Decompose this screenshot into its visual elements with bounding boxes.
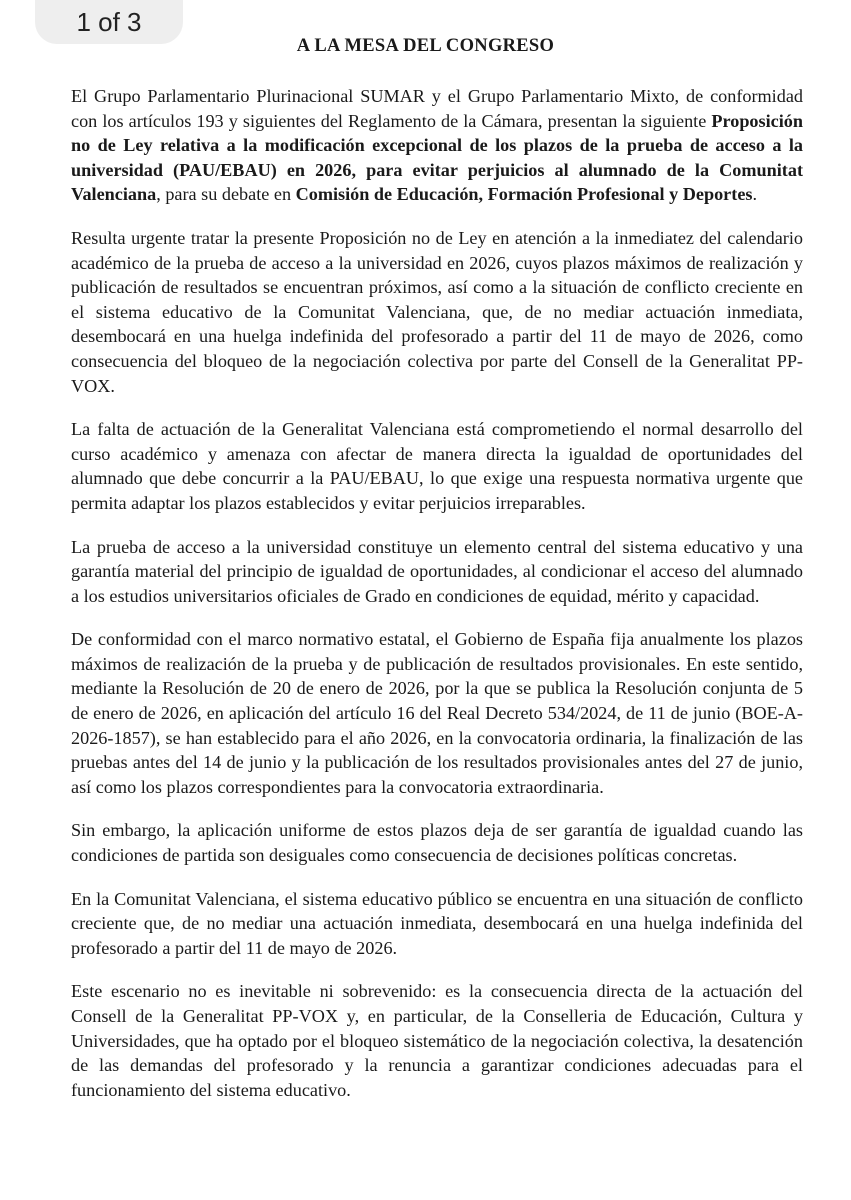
document-body xyxy=(71,84,803,1121)
intro-text-3: . xyxy=(752,184,758,205)
paragraph-valencian-conflict: En la Comunitat Valenciana, el sistema educativo público se encuentra en una situación de conflicto creciente que, de no mediar una actuación inmediata, desembocará en una huelga indefinida del profesorado a partir del 11 de mayo de 2026. xyxy=(71,888,803,958)
committee-name: Comisión de Educación, Formación Profesional y Deportes xyxy=(295,184,753,205)
document-title: A LA MESA DEL CONGRESO xyxy=(296,36,555,56)
paragraph-access-test: La prueba de acceso a la universidad constituye un elemento central del sistema educativo y una garantía material del principio de igualdad de oportunidades, al condicionar el acceso del alumnado a los estudios universitarios oficiales de Grado en condiciones de equidad, mérito y capacidad. xyxy=(71,536,803,606)
proposal-title: Proposición no de Ley relativa a la modificación excepcional de los plazos de la prueba de acceso a la universidad (PAU/EBAU) en 2026, para evitar perjuicios al alumnado de la Comunitat Valenciana xyxy=(71,110,803,205)
intro-text-2: , para su debate en xyxy=(156,184,296,205)
intro-paragraph xyxy=(71,84,803,207)
page-counter: 1 of 3 xyxy=(35,0,183,44)
paragraph-uniform-application: Sin embargo, la aplicación uniforme de estos plazos deja de ser garantía de igualdad cuando las condiciones de partida son desiguales como consecuencia de decisiones políticas concretas. xyxy=(71,820,803,866)
intro-text-1: El Grupo Parlamentario Plurinacional SUMAR y el Grupo Parlamentario Mixto, de conformidad con los artículos 193 y siguientes del Reglamento de la Cámara, presentan la siguiente xyxy=(71,86,803,131)
paragraph-lack-of-action: La falta de actuación de la Generalitat Valenciana está comprometiendo el normal desarrollo del curso académico y amenaza con afectar de manera directa la igualdad de oportunidades del alumnado que debe concurrir a la PAU/EBAU, lo que exige una respuesta normativa urgente que permita adaptar los plazos establecidos y evitar perjuicios irreparables. xyxy=(71,419,803,513)
paragraph-legal-framework: De conformidad con el marco normativo estatal, el Gobierno de España fija anualmente los plazos máximos de realización de la prueba y de publicación de resultados provisionales. En este sentido, mediante la Resolución de 20 de enero de 2026, por la que se publica la Resolución conjunta de 5 de enero de 2026, en aplicación del artículo 16 del Real Decreto 534/2024, de 11 de junio (BOE-A-2026-1857), se han establecido para el año 2026, en la convocatoria ordinaria, la finalización de las pruebas antes del 14 de junio y la publicación de los resultados provisionales antes del 27 de junio, así como los plazos correspondientes para la convocatoria extraordinaria. xyxy=(71,629,803,797)
paragraph-urgency: Resulta urgente tratar la presente Proposición no de Ley en atención a la inmediatez del calendario académico de la prueba de acceso a la universidad en 2026, cuyos plazos máximos de realización y publicación de resultados se encuentran próximos, así como a la situación de conflicto creciente en el sistema educativo de la Comunitat Valenciana, que, de no mediar actuación inmediata, desembocará en una huelga indefinida del profesorado a partir del 11 de mayo de 2026, como consecuencia del bloqueo de la negociación colectiva por parte del Consell de la Generalitat PP-VOX. xyxy=(71,227,803,396)
paragraph-scenario: Este escenario no es inevitable ni sobrevenido: es la consecuencia directa de la actuación del Consell de la Generalitat PP-VOX y, en particular, de la Conselleria de Educación, Cultura y Universidades, que ha optado por el bloqueo sistemático de la negociación colectiva, la desatención de las demandas del profesorado y la renuncia a garantizar condiciones adecuadas para el funcionamiento del sistema educativo. xyxy=(71,981,803,1100)
